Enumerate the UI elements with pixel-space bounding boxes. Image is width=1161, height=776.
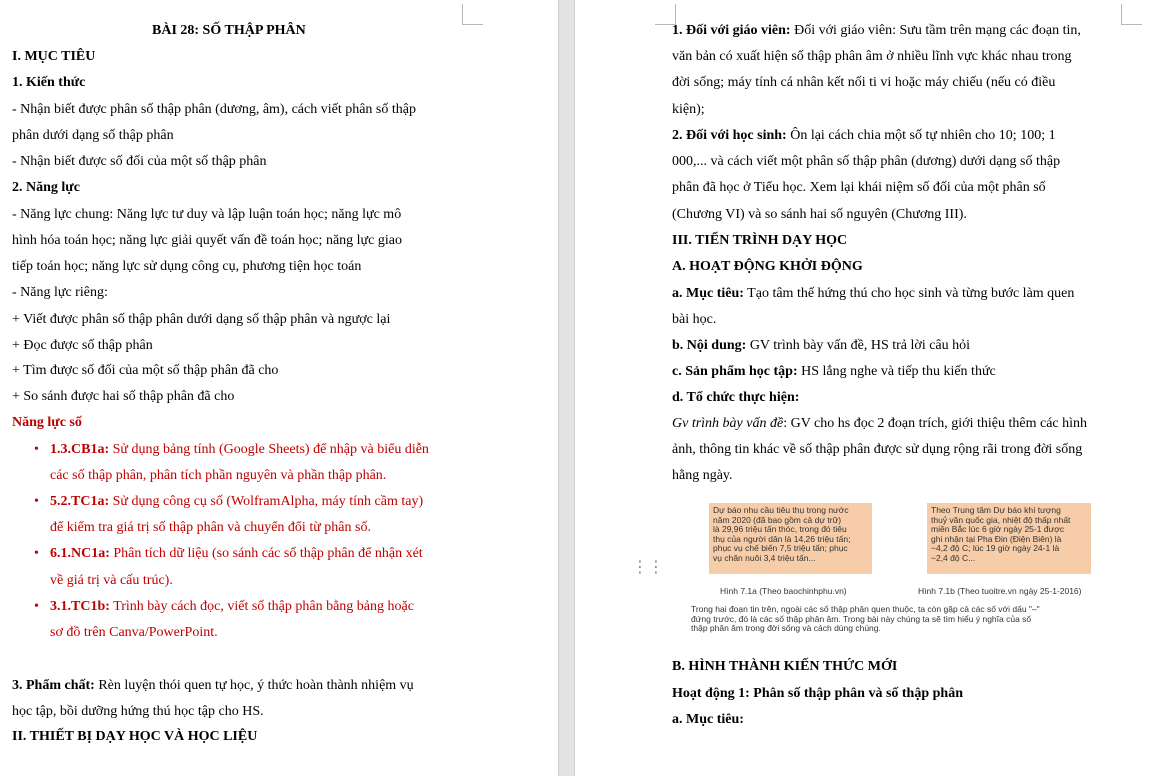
lesson-title: BÀI 28: SỐ THẬP PHÂN: [152, 23, 306, 38]
text-line: - Năng lực riêng:: [12, 285, 108, 300]
text-line: [672, 127, 1056, 145]
bullet-marker: •: [34, 494, 39, 509]
text-line: ảnh, thông tin khác về số thập phân được sử dụng rộng rãi trong đời sống: [672, 442, 1083, 457]
list-item: [50, 545, 423, 563]
bullet-marker: •: [34, 546, 39, 561]
text-line: [672, 285, 1074, 303]
text-line: phân đã học ở Tiểu học. Xem lại khái niệm số đối của một phân số: [672, 180, 1046, 195]
san-pham-text: HS lắng nghe và tiếp thu kiến thức: [797, 364, 996, 379]
text-line: [672, 337, 970, 355]
text-line: hằng ngày.: [672, 468, 733, 483]
pham-chat-text: Rèn luyện thói quen tự học, ý thức hoàn thành nhiệm vụ: [94, 678, 414, 693]
text-line: (Chương VI) và so sánh hai số nguyên (Chương III).: [672, 207, 967, 222]
label-to-chuc: d. Tổ chức thực hiện:: [672, 390, 800, 405]
list-item-text: các số thập phân, phân tích phần nguyên và phần thập phân.: [50, 468, 387, 483]
figure-note-line: đứng trước, đó là các số thập phân âm. Trong bài này chúng ta sẽ tìm hiểu ý nghĩa của số: [691, 613, 1032, 624]
list-item: [50, 598, 414, 616]
text-line: + Đọc được số thập phân: [12, 338, 153, 353]
list-item-text: để kiểm tra giá trị số thập phân và chuyển đổi từ phân số.: [50, 520, 371, 535]
heading-hoat-dong-1: Hoạt động 1: Phân số thập phân và số thập phân: [672, 686, 963, 701]
list-item: [50, 441, 429, 459]
text-line: đời sống; máy tính cá nhân kết nối ti vi hoặc máy chiếu (nếu có điều: [672, 75, 1056, 90]
text-line: 000,... và cách viết một phân số thập phân (dương) dưới dạng số thập: [672, 154, 1061, 169]
list-item-text: sơ đồ trên Canva/PowerPoint.: [50, 625, 218, 640]
bullet-marker: •: [34, 442, 39, 457]
text-line: [672, 415, 1087, 433]
text-line: hình hóa toán học; năng lực giải quyết vấn đề toán học; năng lực giao: [12, 233, 402, 248]
figure-text-line: ghi nhận tại Pha Đin (Điện Biên) là: [931, 533, 1062, 544]
figure-text-line: −4,2 độ C; lúc 19 giờ ngày 24-1 là: [931, 543, 1060, 553]
list-item-text: Sử dụng bảng tính (Google Sheets) để nhập và biểu diễn: [109, 442, 429, 457]
noi-dung-text: GV trình bày vấn đề, HS trả lời câu hỏi: [746, 338, 971, 353]
figure-note: [691, 605, 1114, 634]
figure-note-line: Trong hai đoạn tin trên, ngoài các số thập phân quen thuộc, ta còn gặp cả các số với dấu "–": [691, 604, 1040, 614]
figure-text-line: Theo Trung tâm Dự báo khí tượng: [931, 505, 1061, 515]
hoc-sinh-text: Ôn lại cách chia một số tự nhiên cho 10; 100; 1: [786, 128, 1056, 143]
margin-corner-mark: [1121, 4, 1142, 25]
label-giao-vien: 1. Đối với giáo viên:: [672, 23, 791, 38]
heading-tien-trinh: III. TIẾN TRÌNH DẠY HỌC: [672, 233, 848, 248]
text-line: [672, 363, 996, 381]
text-line: học tập, bồi dưỡng hứng thú học tập cho HS.: [12, 704, 264, 719]
text-line: [12, 677, 414, 695]
heading-khoi-dong: A. HOẠT ĐỘNG KHỞI ĐỘNG: [672, 259, 863, 274]
text-line: - Nhận biết được phân số thập phân (dương, âm), cách viết phân số thập: [12, 102, 416, 117]
text-line: - Năng lực chung: Năng lực tư duy và lập luận toán học; năng lực mô: [12, 207, 402, 222]
heading-nang-luc: 2. Năng lực: [12, 180, 80, 195]
text-line: [672, 22, 1081, 40]
label-hoc-sinh: 2. Đối với học sinh:: [672, 128, 787, 143]
label-noi-dung: b. Nội dung:: [672, 338, 747, 353]
list-item: [50, 493, 423, 511]
figure-caption-b: Hình 7.1b (Theo tuoitre.vn ngày 25-1-2016): [918, 586, 1082, 596]
text-line: kiện);: [672, 102, 705, 117]
muc-tieu-text: Tạo tâm thế hứng thú cho học sinh và từng bước làm quen: [743, 286, 1075, 301]
competency-code: 6.1.NC1a:: [50, 546, 110, 561]
list-item-text: về giá trị và cấu trúc).: [50, 573, 173, 588]
drag-handle-glyph: ⋮⋮: [632, 557, 664, 576]
figure-text-line: thuỷ văn quốc gia, nhiệt độ thấp nhất: [931, 514, 1071, 525]
text-line: - Nhận biết được số đối của một số thập phân: [12, 154, 267, 169]
competency-code: 1.3.CB1a:: [50, 442, 110, 457]
figure-caption-a: Hình 7.1a (Theo baochinhphu.vn): [720, 586, 847, 596]
label-muc-tieu: a. Mục tiêu:: [672, 286, 744, 301]
list-item-text: Phân tích dữ liệu (so sánh các số thập phân để nhận xét: [109, 546, 423, 561]
list-item-text: Trình bày cách đọc, viết số thập phân bằng bảng hoặc: [109, 599, 414, 614]
text-line: văn bản có xuất hiện số thập phân âm ở nhiều lĩnh vực khác nhau trong: [672, 49, 1072, 64]
text-line: + So sánh được hai số thập phân đã cho: [12, 389, 235, 404]
margin-corner-mark: [462, 4, 483, 25]
figure-text-line: là 29,96 triệu tấn thóc, trong đó tiêu: [713, 524, 847, 534]
figure-text-line: phục vụ chế biến 7,5 triệu tấn; phục: [713, 543, 848, 553]
bullet-marker: •: [34, 599, 39, 614]
heading-muc-tieu: I. MỤC TIÊU: [12, 49, 96, 64]
gv-trinh-bay-text: : GV cho hs đọc 2 đoạn trích, giới thiệu thêm các hình: [783, 416, 1088, 431]
text-line: + Tìm được số đối của một số thập phân đã cho: [12, 363, 279, 378]
text-line: + Viết được phân số thập phân dưới dạng số thập phân và ngược lại: [12, 312, 391, 327]
figure-text-line: Dự báo nhu cầu tiêu thụ trong nước: [713, 505, 849, 515]
drag-handle-icon[interactable]: [632, 557, 664, 576]
giao-vien-text: Đối với giáo viên: Sưu tầm trên mạng các đoạn tin,: [790, 23, 1081, 38]
heading-hinh-thanh: B. HÌNH THÀNH KIẾN THỨC MỚI: [672, 659, 898, 674]
figure-text-line: vụ chăn nuôi 3,4 triệu tấn...: [713, 552, 816, 563]
figure-text-line: thụ của người dân là 14,26 triệu tấn;: [713, 533, 851, 544]
competency-code: 5.2.TC1a:: [50, 494, 110, 509]
text-line: tiếp toán học; năng lực sử dụng công cụ, phương tiện học toán: [12, 259, 362, 274]
text-line: bài học.: [672, 312, 717, 327]
label-gv-trinh-bay: Gv trình bày vấn đề: [672, 416, 784, 431]
list-item-text: Sử dụng công cụ số (WolframAlpha, máy tính cầm tay): [109, 494, 424, 509]
figure-news-box-b: [927, 503, 1091, 574]
textbook-figure[interactable]: [690, 493, 1114, 640]
label-san-pham: c. Sản phẩm học tập:: [672, 364, 798, 379]
label-muc-tieu-2: a. Mục tiêu:: [672, 712, 744, 727]
heading-thiet-bi: II. THIẾT BỊ DẠY HỌC VÀ HỌC LIỆU: [12, 729, 258, 744]
figure-news-box-a: [709, 503, 872, 574]
competency-code: 3.1.TC1b:: [50, 599, 110, 614]
heading-nang-luc-so: Năng lực số: [12, 415, 82, 430]
figure-text-line: miền Bắc lúc 6 giờ ngày 25-1 được: [931, 524, 1065, 534]
figure-text-line: năm 2020 (đã bao gồm cả dự trữ): [713, 514, 842, 525]
heading-pham-chat: 3. Phẩm chất:: [12, 678, 95, 693]
heading-kien-thuc: 1. Kiến thức: [12, 75, 86, 90]
text-line: phân dưới dạng số thập phân: [12, 128, 174, 143]
figure-text-line: −2,4 độ C...: [931, 552, 976, 563]
page-gap: [558, 0, 575, 776]
figure-note-line: thập phân âm trong đời sống và cách dùng chúng.: [691, 623, 881, 633]
